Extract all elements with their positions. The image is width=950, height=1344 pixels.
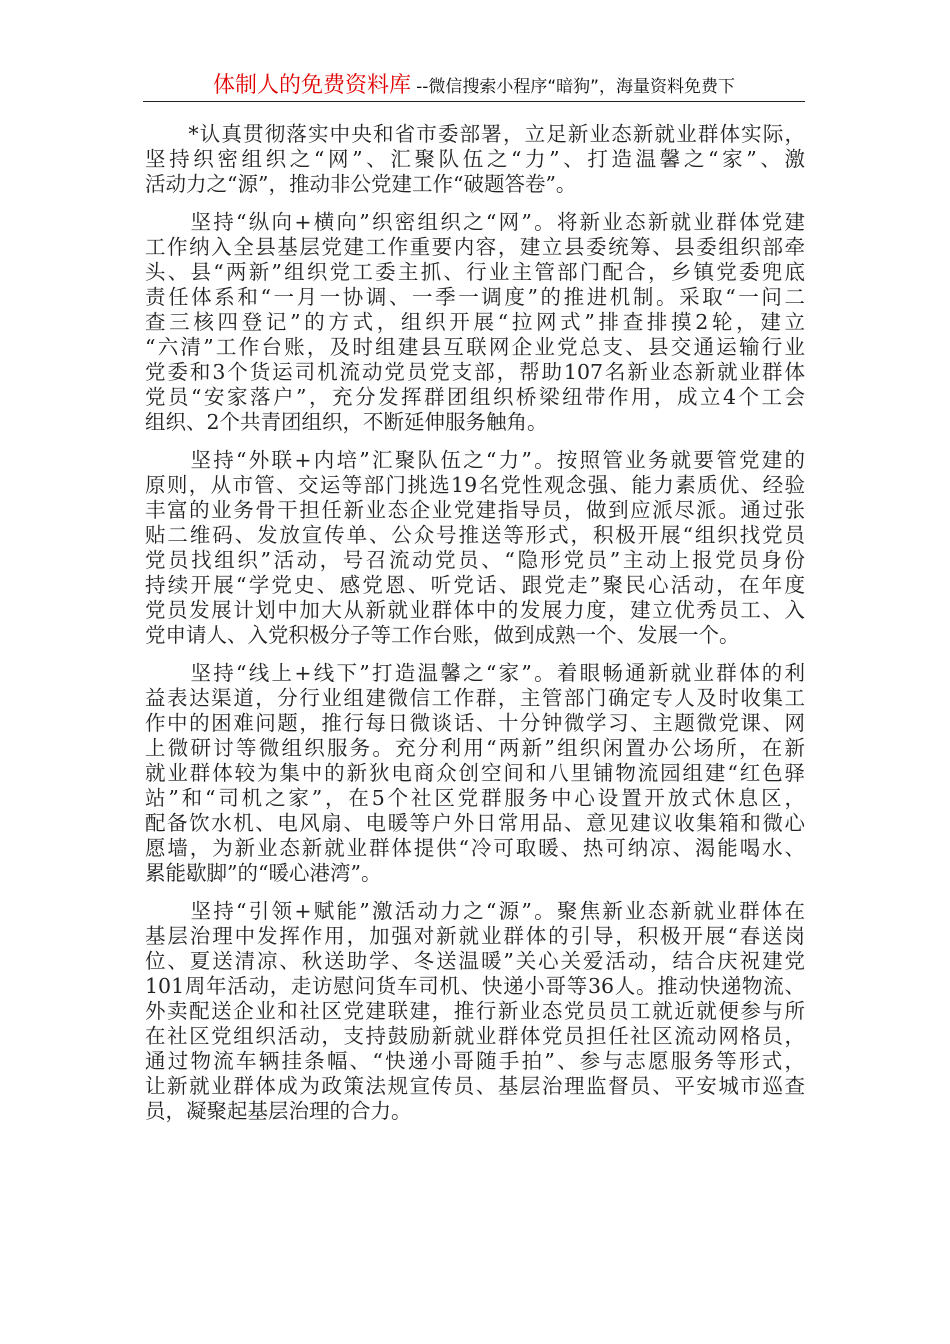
text-line: 坚持“纵向+横向”织密组织之“网”。将新业态新就业群体党建 — [145, 210, 805, 234]
text-line: 让新就业群体成为政策法规宣传员、基层治理监督员、平安城市巡查 — [145, 1074, 805, 1098]
text-line: 员，凝聚起基层治理的合力。 — [145, 1099, 412, 1123]
text-line: 愿墙，为新业态新就业群体提供“冷可取暖、热可纳凉、渴能喝水、 — [145, 836, 805, 860]
text-line: 位、夏送清凉、秋送助学、冬送温暖”关心关爱活动，结合庆祝建党 — [145, 949, 805, 973]
text-line: 党员找组织”活动，号召流动党员、“隐形党员”主动上报党员身份 — [145, 548, 805, 572]
text-line: 党员“安家落户”，充分发挥群团组织桥梁纽带作用，成立4个工会 — [145, 385, 805, 409]
page-header — [143, 68, 805, 102]
paragraph — [145, 661, 805, 886]
text-line: 在社区党组织活动，支持鼓励新就业群体党员担任社区流动网格员， — [145, 1024, 805, 1048]
text-line: 站”和“司机之家”，在5个社区党群服务中心设置开放式休息区， — [145, 786, 805, 810]
text-line: 坚持“引领+赋能”激活动力之“源”。聚焦新业态新就业群体在 — [145, 899, 805, 923]
paragraph — [145, 448, 805, 648]
text-line: 组织、2个共青团组织，不断延伸服务触角。 — [145, 410, 548, 434]
text-line: 配备饮水机、电风扇、电暖等户外日常用品、意见建议收集箱和微心 — [145, 811, 805, 835]
text-line: *认真贯彻落实中央和省市委部署，立足新业态新就业群体实际， — [145, 122, 805, 146]
text-line: 上微研讨等微组织服务。充分利用“两新”组织闲置办公场所，在新 — [145, 736, 805, 760]
paragraph — [145, 210, 805, 435]
text-line: 原则，从市管、交运等部门挑选19名党性观念强、能力素质优、经验 — [145, 473, 805, 497]
header-slogan: --微信搜索小程序“暗狗”，海量资料免费下 — [416, 77, 735, 97]
text-line: 丰富的业务骨干担任新业态企业党建指导员，做到应派尽派。通过张 — [145, 498, 805, 522]
text-line: “六清”工作台账，及时组建县互联网企业党总支、县交通运输行业 — [145, 335, 805, 359]
text-line: 持续开展“学党史、感党恩、听党话、跟党走”聚民心活动，在年度 — [145, 573, 805, 597]
text-line: 累能歇脚”的“暖心港湾”。 — [145, 861, 382, 885]
text-line: 外卖配送企业和社区党建联建，推行新业态党员员工就近就便参与所 — [145, 999, 805, 1023]
text-line: 坚持织密组织之“网”、汇聚队伍之“力”、打造温馨之“家”、激 — [145, 147, 805, 171]
text-line: 坚持“外联+内培”汇聚队伍之“力”。按照管业务就要管党建的 — [145, 448, 805, 472]
text-line: 坚持“线上+线下”打造温馨之“家”。着眼畅通新就业群体的利 — [145, 661, 805, 685]
paragraph — [145, 899, 805, 1124]
text-line: 党申请人、入党积极分子等工作台账，做到成熟一个、发展一个。 — [145, 623, 740, 647]
text-line: 就业群体较为集中的新狄电商众创空间和八里铺物流园组建“红色驿 — [145, 761, 805, 785]
text-line: 工作纳入全县基层党建工作重要内容，建立县委统筹、县委组织部牵 — [145, 235, 805, 259]
text-line: 头、县“两新”组织党工委主抓、行业主管部门配合，乡镇党委兜底 — [145, 260, 805, 284]
text-line: 党员发展计划中加大从新就业群体中的发展力度，建立优秀员工、入 — [145, 598, 805, 622]
text-line: 查三核四登记”的方式，组织开展“拉网式”排查排摸2轮，建立 — [145, 310, 805, 334]
text-line: 101周年活动，走访慰问货车司机、快递小哥等36人。推动快递物流、 — [145, 974, 805, 998]
text-line: 基层治理中发挥作用，加强对新就业群体的引导，积极开展“春送岗 — [145, 924, 805, 948]
document-body — [145, 122, 805, 1137]
text-line: 作中的困难问题，推行每日微谈话、十分钟微学习、主题微党课、网 — [145, 711, 805, 735]
text-line: 活动力之“源”，推动非公党建工作“破题答卷”。 — [145, 172, 577, 196]
text-line: 贴二维码、发放宣传单、公众号推送等形式，积极开展“组织找党员 — [145, 523, 805, 547]
text-line: 责任体系和“一月一协调、一季一调度”的推进机制。采取“一问二 — [145, 285, 805, 309]
text-line: 党委和3个货运司机流动党员党支部，帮助107名新业态新就业群体 — [145, 360, 805, 384]
text-line: 益表达渠道，分行业组建微信工作群，主管部门确定专人及时收集工 — [145, 686, 805, 710]
text-line: 通过物流车辆挂条幅、“快递小哥随手拍”、参与志愿服务等形式， — [145, 1049, 805, 1073]
paragraph — [145, 122, 805, 197]
header-brand: 体制人的免费资料库 — [213, 73, 412, 98]
